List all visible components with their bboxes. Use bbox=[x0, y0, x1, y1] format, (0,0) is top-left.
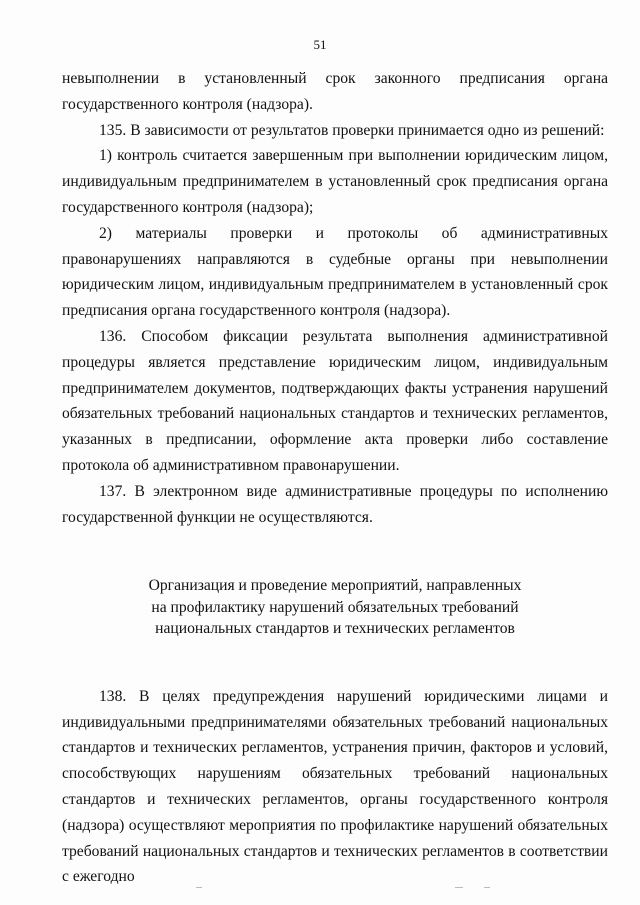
document-body bbox=[62, 66, 608, 890]
heading-line: Организация и проведение мероприятий, направленных bbox=[148, 577, 522, 595]
page-number: 51 bbox=[313, 37, 327, 52]
heading-line: национальных стандартов и технических регламентов bbox=[155, 620, 515, 638]
paragraph: 137. В электронном виде административные процедуры по исполнению государственной функции не осуществляются. bbox=[62, 482, 608, 526]
scan-artifact bbox=[455, 887, 463, 888]
paragraph: 138. В целях предупреждения нарушений юридическими лицами и индивидуальными предпринимателями обязательных требований национальных стандартов и технических регламентов, устранения причин, факторов и условий, способствующих нарушениям обязательных требований национальных стандартов и технических регламентов, органы государственного контроля (надзора) осуществляют мероприятия по профилактике нарушений обязательных требований национальных стандартов и технических регламентов в соответствии с ежегодно bbox=[62, 687, 608, 886]
paragraphs-before bbox=[62, 66, 608, 530]
paragraph: 136. Способом фиксации результата выполнения административной процедуры является представление юридическим лицом, индивидуальным предпринимателем документов, подтверждающих факты устранения нарушений обязательных требований национальных стандартов и технических регламентов, указанных в предписании, оформление акта проверки либо составление протокола об административном правонарушении. bbox=[62, 327, 608, 474]
section-heading bbox=[62, 575, 608, 640]
scan-artifact bbox=[196, 887, 202, 888]
paragraph: невыполнении в установленный срок законного предписания органа государственного контроля (надзора). bbox=[62, 70, 608, 113]
paragraphs-after bbox=[62, 684, 608, 890]
scan-artifact bbox=[484, 887, 490, 888]
heading-line: на профилактику нарушений обязательных требований bbox=[151, 598, 519, 616]
paragraph: 2) материалы проверки и протоколы об административных правонарушениях направляются в судебные органы при невыполнении юридическим лицом, индивидуальным предпринимателем в установленный срок предписания органа государственного контроля (надзора). bbox=[62, 224, 608, 320]
paragraph: 135. В зависимости от результатов проверки принимается одно из решений: bbox=[99, 121, 605, 139]
paragraph: 1) контроль считается завершенным при выполнении юридическим лицом, индивидуальным предпринимателем в установленный срок предписания органа государственного контроля (надзора); bbox=[62, 147, 608, 216]
